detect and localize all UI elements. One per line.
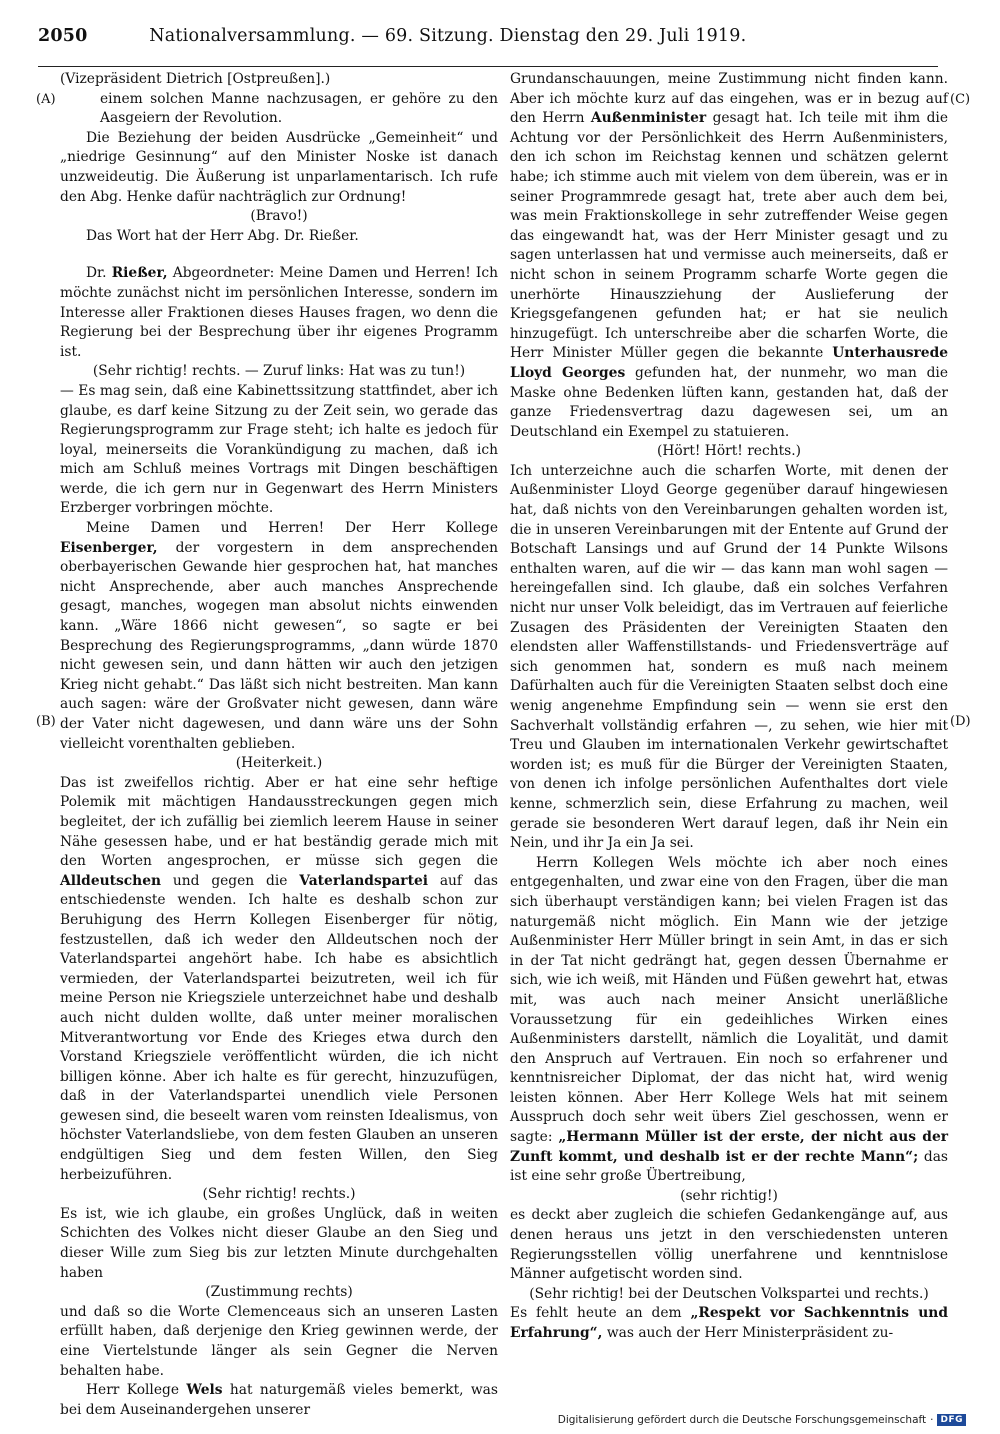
- speaker-name: Rießer,: [111, 265, 168, 282]
- paragraph-text: Das ist zweifellos richtig. Aber er hat eine sehr heftige Polemik mit mächtigen Handausstreckungen gegen mich begleitet, der ich zufällig bei ziemlich leerem Hause in seiner Nähe gesessen habe, und er hat beständig gerade mich mit den Worten angesprochen, er müsse sich gegen die: [60, 774, 498, 870]
- paragraph: Es ist, wie ich glaube, ein großes Unglück, daß in weiten Schichten des Volkes nicht dieser Glaube an den Sieg und dieser Wille zum Sieg bis zur letzten Minute durchgehalten haben: [60, 1205, 498, 1281]
- paragraph: [60, 264, 498, 362]
- interjection: (Sehr richtig! bei der Deutschen Volkspartei und rechts.): [529, 1285, 929, 1302]
- emphasis: Unterhausrede Lloyd Georges: [510, 345, 948, 381]
- page-number: 2050: [38, 26, 88, 46]
- paragraph: — Es mag sein, daß eine Kabinettssitzung stattfindet, aber ich glaube, es darf keine Sitzung zu der Zeit sein, wo gerade das Regierungsprogramm zur Frage steht; ich halte es jedoch für loyal, meinerseits die Vorankündigung zu machen, daß ich mich am Schluß meines Vortrags mit Dingen beschäftigen werde, die ich gern nur in Gegenwart des Herrn Ministers Erzberger vorbringen möchte.: [60, 382, 498, 517]
- paragraph-text: hat naturgemäß vieles bemerkt, was bei dem Auseinandergehen unserer: [60, 1382, 498, 1418]
- paragraph-text: Herr Kollege: [86, 1382, 179, 1399]
- margin-marker-a: (A): [36, 92, 56, 107]
- paragraph: Die Beziehung der beiden Ausdrücke „Gemeinheit“ und „niedrige Gesinnung“ auf den Minister Noske ist danach unzweideutig. Die Äußerung ist unparlamentarisch. Ich rufe den Abg. Henke dafür nachträglich zur Ordnung!: [60, 129, 498, 205]
- digitization-footer: [558, 1414, 966, 1426]
- paragraph-text: was auch der Herr Ministerpräsident zu-: [606, 1325, 894, 1341]
- paragraph: und daß so die Worte Clemenceaus sich an unseren Lasten erfüllt haben, daß derjenige den Krieg gewinnen werde, der eine Viertelstunde länger als sein Gegner die Nerven behalten habe.: [60, 1303, 498, 1379]
- paragraph: Das Wort hat der Herr Abg. Dr. Rießer.: [86, 227, 359, 244]
- interjection: (sehr richtig!): [680, 1187, 778, 1204]
- margin-marker-c: (C): [950, 92, 971, 107]
- interjection: (Sehr richtig! rechts.): [202, 1186, 356, 1203]
- emphasis: Eisenberger,: [60, 539, 158, 556]
- footer-text: Digitalisierung gefördert durch die Deutsche Forschungsgemeinschaft: [557, 1414, 927, 1426]
- paragraph-text: der vorgestern in dem ansprechenden oberbayerischen Gewande hier gesprochen hat, hat manches nicht Ansprechende, aber auch manches Ansprechende gesagt, manches, wogegen man absolut nichts einwenden kann. „Wäre 1866 nicht gewesen“, so sagte er bei Besprechung des Regierungsprogramms, „dann würde 1870 nicht gewesen sein, und dann hätten wir auch den jetzigen Krieg nicht gehabt.“ Das läßt sich nicht bestreiten. Man kann auch sagen: wäre der Großvater nicht gewesen, dann wäre der Vater nicht dagewesen, und dann wäre uns der Sohn vielleicht vorenthalten geblieben.: [60, 539, 498, 752]
- interjection: (Sehr richtig! rechts. — Zuruf links: Hat was zu tun!): [92, 363, 466, 380]
- interjection: (Hört! Hört! rechts.): [657, 443, 801, 460]
- margin-marker-b: (B): [36, 714, 56, 729]
- dfg-logo: DFG: [937, 1414, 966, 1426]
- header-title: Nationalversammlung. — 69. Sitzung. Dienstag den 29. Juli 1919.: [149, 26, 747, 46]
- paragraph-text: und gegen die: [172, 872, 288, 889]
- emphasis: Wels: [186, 1382, 223, 1399]
- emphasis: „Respekt vor Sachkenntnis und Erfahrung“,: [510, 1305, 948, 1341]
- paragraph: es deckt aber zugleich die schiefen Gedankengänge auf, aus denen heraus uns jetzt in den verschiedensten unteren Regierungsstellen völlig unerfahrene und kenntnislose Männer aufgetischt worden sind.: [510, 1207, 948, 1283]
- emphasis: „Hermann Müller ist der erste, der nicht aus der Zunft kommt, und deshalb ist er der rechte Mann“;: [510, 1129, 948, 1165]
- paragraph-text: auf das entschiedenste wenden. Ich halte es deshalb schon zur Beruhigung des Herrn Kollegen Eisenberger für nötig, festzustellen, daß ich weder den Alldeutschen noch der Vaterlandspartei angehört habe. Ich habe es absichtlich vermieden, der Vaterlandspartei beizutreten, weil ich für meine Person nie Kriegsziele unterzeichnet habe und deshalb auch nicht dulden wollte, daß unter meiner moralischen Mitverantwortung vor Ende des Krieges etwa durch den Vorstand Kriegsziele veröffentlicht würden, die ich nicht billigen könne. Aber ich halte es für gerecht, hinzuzufügen, daß in der Vaterlandspartei unendlich viele Personen gewesen sind, die beseelt waren vom reinsten Idealismus, von höchster Vaterlandsliebe, von dem festen Glauben an unseren endgültigen Sieg und dem festen Willen, den Sieg herbeizuführen.: [60, 872, 499, 1183]
- paragraph-text: Es fehlt heute an dem: [510, 1305, 682, 1322]
- margin-marker-d: (D): [950, 714, 971, 729]
- paragraph: [60, 519, 498, 754]
- speaker-note: (Vizepräsident Dietrich [Ostpreußen].): [60, 71, 331, 87]
- paragraph: [60, 1381, 498, 1420]
- paragraph-text: Grundanschauungen, meine Zustimmung nicht finden kann. Aber ich möchte kurz auf das eingehen, was er in bezug auf den Herrn: [510, 71, 948, 127]
- paragraph: [510, 854, 948, 1187]
- footer-separator: ·: [930, 1414, 934, 1426]
- interjection: (Zustimmung rechts): [205, 1284, 353, 1301]
- running-header: [38, 6, 938, 67]
- paragraph: [510, 1304, 948, 1343]
- interjection: (Heiterkeit.): [235, 755, 323, 772]
- paragraph: [510, 70, 948, 442]
- paragraph-text: Meine Damen und Herren! Der Herr Kollege: [86, 520, 498, 537]
- emphasis: Außenminister: [590, 110, 707, 127]
- paragraph-text: gefunden hat, der nunmehr, wo man die Maske ohne Bedenken lüften kann, gestanden hat, daß der ganze Friedensvertrag dazu dagewesen sei, um an Deutschland ein Exempel zu statuieren.: [510, 364, 949, 440]
- interjection: (Bravo!): [250, 208, 308, 225]
- paragraph-text: das ist eine sehr große Übertreibung,: [510, 1148, 948, 1185]
- paragraph: einem solchen Manne nachzusagen, er gehöre zu den Aasgeiern der Revolution.: [100, 90, 498, 127]
- emphasis: Vaterlandspartei: [299, 872, 428, 889]
- paragraph-text: gesagt hat. Ich teile mit ihm die Achtung vor der Persönlichkeit des Herrn Außenministers, den ich schon im Reichstag kennen und schätzen gelernt habe; ich stimme auch mit vielem von dem überein, was er in seiner Programmrede gesagt hat, trete aber auch dem bei, was mein Fraktionskollege in sehr zutreffender Weise gegen das eingewandt hat, was der Herr Minister gesagt und zu sagen unterlassen hat und vermisse auch meinerseits, daß er nicht schon in seinem Programm scharfe Worte gegen die unerhörte Hinauszziehung der Auslieferung der Kriegsgefangenen gefunden hat; er hat sie neulich hinzugefügt. Ich unterschreibe aber die scharfen Worte, die Herr Minister Müller gegen die bekannte: [510, 110, 948, 362]
- title-text: Dr.: [86, 265, 107, 282]
- emphasis: Alldeutschen: [60, 872, 162, 889]
- left-column: [60, 70, 498, 1420]
- paragraph-text: Abgeordneter: Meine Damen und Herren! Ich möchte zunächst nicht im persönlichen Interesse, sondern im Interesse aller Fraktionen dieses Hauses fragen, wo denn die Regierung bei der Besprechung über ihr eigenes Programm ist.: [60, 265, 498, 360]
- paragraph-text: Herrn Kollegen Wels möchte ich aber noch eines entgegenhalten, und zwar eine von den Fragen, über die man sich überhaupt verständigen kann; bei vielen Fragen ist das naturgemäß nicht möglich. Ein Mann wie der jetzige Außenminister Herr Müller bringt in sein Amt, in das er sich in der Tat nicht gedrängt hat, gegen dessen Übernahme er sich, wie ich weiß, mit Händen und Füßen gewehrt hat, etwas mit, was auch nach meiner Ansicht unerläßliche Voraussetzung für ein gedeihliches Wirken eines Außenministers darstellt, nämlich die Loyalität, und damit den Anspruch auf Vertrauen. Ein noch so erfahrener und kenntnisreicher Diplomat, der das nicht hat, wird wenig leisten können. Aber Herr Kollege Wels hat mit seinem Ausspruch doch sehr weit übers Ziel geschossen, wenn er sagte:: [510, 854, 948, 1146]
- paragraph: Ich unterzeichne auch die scharfen Worte, mit denen der Außenminister Lloyd George gegenüber darauf hingewiesen hat, daß nichts von den Vereinbarungen gehalten worden ist, die in unseren Vereinbarungen mit der Entente auf Grund der Botschaft Lansings und auf Grund der 14 Punkte Wilsons enthalten waren, auf die wir — das kann man wohl sagen — hereingefallen sind. Ich glaube, daß ein solches Verfahren nicht nur unser Volk beleidigt, das im Vertrauen auf feierliche Zusagen des Präsidenten der Vereinigten Staaten den elendsten aller Waffenstillstands- und Friedensverträge auf sich genommen hat, sondern es muß nach meinem Dafürhalten auch für die Vereinigten Staaten selbst doch eine wenig angenehme Empfindung sein — wenn sie erst den Sachverhalt vollständig erfahren —, zu sehen, wie hier mit Treu und Glauben im internationalen Verkehr gewirtschaftet worden ist; es muß für die Bürger der Vereinigten Staaten, von denen ich infolge persönlichen Aufenthaltes dort viele kenne, schmerzlich sein, diese Erfahrung zu machen, weil gerade sie besonderen Wert darauf legen, daß ihr Nein ein Nein, und ihr Ja ein Ja sei.: [510, 462, 948, 852]
- right-column: [510, 70, 948, 1344]
- paragraph: [60, 774, 498, 1185]
